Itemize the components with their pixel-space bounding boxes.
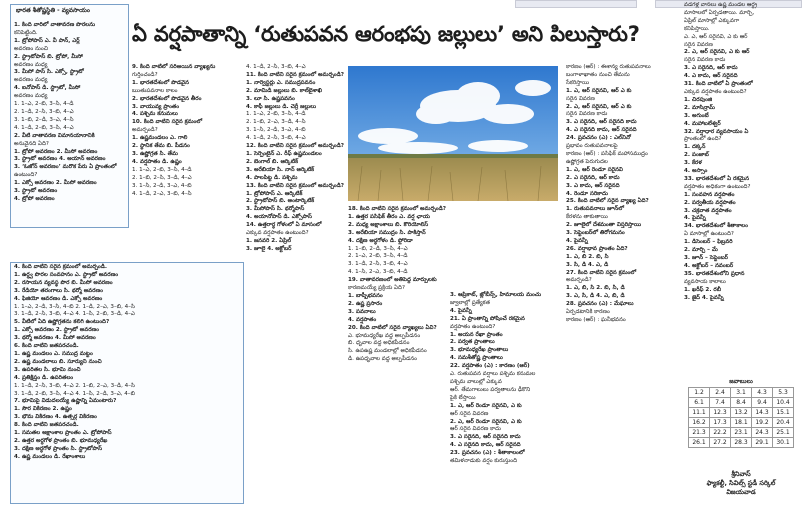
question-line: ఎక్కువ వర్షపాతం ఉంటుంది? <box>246 230 309 237</box>
question-line: 2. పర్వత ప్రాంతాలు <box>450 339 495 346</box>
question-line: 4. 1–డి, 2–బి, 3–సి, 4–ఎ <box>14 124 74 131</box>
question-line: 1. ట్రోపోపాస్ ఎ. ఆర్కిటిక్ <box>246 190 303 197</box>
question-line: 3. దక్షిణ అర్ధగోళ ప్రాంతం సి. స్ట్రాటోపాస్ <box>14 445 103 452</box>
question-line: 1. సమతల అక్షాంశాల ప్రాంతం ఎ. ట్రోపోపాస్ <box>14 430 112 437</box>
question-line: 21. ఏ ప్రాంతాన్ని పోషించే రకమైన <box>450 315 525 322</box>
answer-cell: 25.1 <box>773 428 794 438</box>
question-line: 4. 1–డి, 2–ఎ, 3–బి, 4–సి <box>132 190 192 197</box>
question-line: 3. పవనాలు <box>348 308 376 315</box>
question-line: 1. 1–ఎ, 2–బి, 3–సి, 4–డి <box>14 101 74 108</box>
question-line: 3. సి, డి 4. ఎ, డి <box>566 261 609 268</box>
question-line: ఎక్కువ వర్షపాతం ఉంటుంది? <box>684 88 747 95</box>
question-line: పశ్చిమ వాలుల్లో ఎక్కువ <box>450 378 502 385</box>
sky-field-image <box>348 66 558 201</box>
question-line: 4. కాఫీ జల్లులు డి. చెర్రీ జల్లులు <box>246 103 317 110</box>
question-line: 2. 1–డి, 2–సి, 3–బి, 4–ఎ <box>14 108 74 115</box>
question-line: 1. ఉర్ధ్వ పొరల సంవహనం ఎ. స్ట్రాటో అవరణం <box>14 271 119 278</box>
question-line: 2. 1–బి, 2–సి, 3–డి, 4–ఎ <box>132 174 192 181</box>
question-line: 4. వర్షపాతం డి. ఉష్ణం <box>132 158 182 165</box>
question-line: 3. ఉష్ణోగ్రత సి. తేమ <box>132 150 178 157</box>
answer-row <box>689 438 794 448</box>
question-line: 6. కింది వాటిని జతపరచండి. <box>14 343 79 350</box>
question-line: సేకరిస్తాయి <box>566 79 590 86</box>
answer-cell: 28.3 <box>731 438 752 448</box>
answer-cell: 1.2 <box>689 388 710 398</box>
question-line: ఆర్ సరైన వివరణ <box>450 410 489 417</box>
question-line: 4. ఎ సరైనది కాదు, ఆర్ సరైనది <box>566 127 637 134</box>
question-line: 2. ఎ, ఆర్ సరైనవి, ఎ కు ఆర్ <box>684 49 750 56</box>
question-line: 4. అస్సాం <box>684 168 708 175</box>
question-line: 3. 1–డి, 2–సి, 3–బి, 4–ఎ <box>348 261 408 268</box>
question-line: 4. ఎ సరైనది కాదు, ఆర్ సరైనది <box>450 442 521 449</box>
question-line: 4. అయానోపాస్ డి. ఎక్సోపాస్ <box>246 214 312 221</box>
question-line: అవరణం మధ్య <box>14 93 48 100</box>
question-line: ఆర్. తేమగాలులు పర్వతాలను ఢీకొని <box>450 386 531 393</box>
question-line: 4. ఐనోపాస్ డి. స్ట్రాటో, మీసో <box>14 85 81 92</box>
question-line: 3. అరేబియా సముద్రం సి. పాకిస్తాన్ <box>348 229 426 236</box>
question-line: 1. నార్వెస్టర్లు ఎ. సముద్రపవనం <box>246 79 316 86</box>
author-city: విజయవాడ <box>726 488 756 496</box>
question-line: 3. భౌమ వికిరణం 4. ఉత్సర్గ వికిరణం <box>14 414 97 421</box>
question-line: ఎ. రుతుపవన వర్షాలు పశ్చిమ కనుమల <box>450 371 536 378</box>
question-line: 3. అగుంబే <box>684 112 709 119</box>
question-line: 2. మాసిన్రామ్ <box>684 104 715 111</box>
question-line: 1. చిరపుంజి <box>684 96 713 103</box>
question-line: ఏర్పడటానికి కారణం <box>566 309 610 316</box>
question-line: ఎ. ఎ, ఆర్ సరైనవి, ఎ కు ఆర్ <box>684 33 748 40</box>
question-line: 4. పశ్చిమ కనుమలు <box>132 111 178 118</box>
question-line: 13. కింది వాటిని సరైన క్రమంలో అమర్చండి? <box>246 182 344 189</box>
question-line: 35. భారతదేశంలోని ప్రధాన <box>684 270 745 277</box>
question-line: 1. డిసెంబర్ – ఫిబ్రవరి <box>684 239 733 246</box>
top-tab-left <box>515 0 637 8</box>
section-heading: భారత శీతోష్ణస్థితి - వ్యవసాయం <box>16 7 90 14</box>
question-line: ఎ. భూమధ్యరేఖ వద్ద అల్పపీడనం <box>348 332 421 339</box>
question-line: 3. భూమధ్యరేఖ ప్రాంతాలు <box>450 347 509 354</box>
question-line: 3. ఎ కాదు, ఆర్ సరైనది <box>566 182 620 189</box>
question-line: 1. సంవహన వర్షపాతం <box>684 191 735 198</box>
question-line: 2. బెంగాల్ బి. ఆర్కిటిక్ <box>246 158 299 165</box>
question-line: 4. 1–సి, 2–ఎ, 3–బి, 4–డి <box>348 269 408 276</box>
question-line: 3. స్ట్రాటో అవరణం 4. అయాన్ అవరణం <box>14 156 106 163</box>
answer-cell: 20.4 <box>773 418 794 428</box>
question-line: తమిళనాడుకు వర్షం కురుస్తుంది <box>450 458 518 465</box>
question-line: 10. కింది వాటిని సరైన క్రమంలో <box>132 119 203 126</box>
question-line: 4. పైవన్నీ <box>566 237 588 244</box>
answer-cell: 11.1 <box>689 408 710 418</box>
question-line: 1. 1–బి, 2–డి, 3–సి, 4–ఎ <box>348 245 408 252</box>
question-line: 2. ఉష్ణ ప్రసారం <box>348 300 383 307</box>
author-designation: ఫ్యాకల్టీ, సివిల్స్ స్టడీ సర్కిల్ <box>706 479 776 487</box>
question-line: 2. మామిడి జల్లులు బి. కాల్‌బైశాఖి <box>246 87 323 94</box>
question-line: సరైన వివరణ <box>684 41 713 48</box>
answer-cell: 7.4 <box>710 398 731 408</box>
question-line: 4. ఫిజియో ఆవరణం డి. ఎక్సో అవరణం <box>14 295 103 302</box>
question-line: 3. 1–బి, 2–డి, 3–ఎ, 4–సి <box>14 116 74 123</box>
answer-row <box>689 398 794 408</box>
question-line: 2. ఎ, ఆర్ సరైనవి, ఆర్ ఎ కు <box>566 103 632 110</box>
answer-cell: 3.1 <box>731 388 752 398</box>
question-line: 31. కింది వాటిలో ఏ ప్రాంతంలో <box>684 81 753 88</box>
question-line: 3. 1–డి, 2–సి, 3–బి, 4–ఎ 4. 1–సి, 2–బి, 3–డి, 4–ఎ <box>14 311 135 318</box>
question-line: వర్షపాతం అధికంగా ఉంటుంది? <box>684 183 751 190</box>
question-line: 3. ఎ సరైనది, ఆర్ కాదు <box>684 65 738 72</box>
answer-cell: 23.1 <box>731 428 752 438</box>
question-line: కనిపెట్టింది. <box>14 29 38 36</box>
question-line: 4. సమశీతోష్ణ ప్రాంతాలు <box>450 355 503 362</box>
question-line: 3. లూ సి. ఉష్ణపవనం <box>246 95 295 102</box>
question-line: కారణం (ఆర్) : ఘనీభవనం <box>566 317 626 323</box>
question-line: 2. స్ట్రాటోపాస్ బి. ట్రోపో, మీసో <box>14 53 83 60</box>
question-line: 3. ఎ సరైనది, ఆర్ సరైనది కాదు <box>450 434 521 441</box>
answer-cell: 6.1 <box>689 398 710 408</box>
question-line: ఏప్రిల్ మాసాల్లో ఎక్కువగా <box>684 17 740 24</box>
question-line: 3. ఉపరితల సి. భూమి నుంచి <box>14 366 81 373</box>
question-line: ప్రభావం రుతుపవనాలపై <box>566 143 618 150</box>
question-line: 1. 1–ఎ, 2–డి, 3–సి, 4–బి 2. 1–డి, 2–ఎ, 3–బి, 4–సి <box>14 303 135 310</box>
question-line: 1. కింది వారిలో వాతావరణ పొరలను <box>14 22 96 28</box>
question-line: 1. సౌర వికిరణం 2. ఉష్ణం <box>14 406 72 413</box>
question-line: సరైన వివరణ కాదు <box>566 111 608 118</box>
question-line: 2. ఎ సరైనది, ఆర్ కాదు <box>566 174 620 181</box>
question-line: 4. మహాబలేశ్వర్ <box>684 120 721 127</box>
question-line: 2. స్థానిక తేమ బి. పీడనం <box>132 143 190 150</box>
question-line: 1. 1–ఎ, 2–బి, 3–సి, 4–డి <box>246 111 306 118</box>
question-line: 2. పంజాబ్ <box>684 152 709 159</box>
answer-cell: 24.3 <box>752 428 773 438</box>
question-line: పైకి లేస్తాయి <box>450 394 476 401</box>
answer-row <box>689 388 794 398</box>
question-line: 2. 1–ఎ, 2–బి, 3–సి, 4–డి <box>348 253 408 260</box>
question-line: అవరణం మధ్య <box>14 61 48 68</box>
question-line: 22. వర్షపాతం (ఎ) : కారణం (ఆర్) <box>450 363 530 370</box>
question-line: కారణమయ్యే ప్రక్రియ ఏది? <box>348 285 405 292</box>
question-line: 4. పైవన్నీ <box>684 215 706 222</box>
question-line: 34. భారతదేశంలో శీతాకాలం <box>684 223 748 230</box>
answer-cell: 30.1 <box>773 438 794 448</box>
question-line: 27. కింది వాటిని సరైన క్రమంలో <box>566 269 637 276</box>
question-line: 28. ప్రవచనం (ఎ) : మేఘాలు <box>566 301 634 308</box>
question-line: సరైన వివరణ <box>566 95 595 102</box>
question-line: 4. 1–డి, 2–సి, 3–బి, 4–ఎ <box>246 64 306 70</box>
question-line: 2. ఉత్తర అర్ధగోళ ప్రాంతం బి. భూమధ్యరేఖ <box>14 437 108 444</box>
question-line: ఉంటుంది? <box>14 172 38 179</box>
question-line: ఋతుపవనాల కాలం <box>132 87 178 94</box>
question-line: 4. కింది వాటిని సరైన క్రమంలో అమర్చండి. <box>14 264 107 270</box>
answer-cell: 17.3 <box>710 418 731 428</box>
question-line: సి. ఉపఉష్ణ మండలాల్లో అధికపీడనం <box>348 348 427 355</box>
question-line: 32. వర్షాధార వ్యవసాయం ఏ <box>684 128 749 135</box>
question-line: బి. ధృవాల వద్ద అధికపీడనం <box>348 340 410 347</box>
question-line: 2. మధ్య అక్షాంశాలు బి. కొరియోలిస్ <box>348 221 429 228</box>
question-line: 1. ఎక్సో అవరణం 2. స్ట్రాటో అవరణం <box>14 327 100 334</box>
question-line: అనువైనది ఏది? <box>14 140 49 147</box>
question-line: 33. భారతదేశంలో ఏ రకమైన <box>684 175 750 182</box>
question-line: అమర్చండి? <box>566 277 592 284</box>
question-line: ఆర్ సరైన వివరణ కాదు <box>450 426 501 433</box>
question-line: 1. ఎక్సో అవరణం 2. మీసో అవరణం <box>14 180 97 187</box>
answer-cell: 29.1 <box>752 438 773 448</box>
question-line: 2. భారతదేశంలో పొడవైన తీరం <box>132 95 202 102</box>
question-line: 4. ప్రతిక్షిప్తం డి. ఉపరితలం <box>14 374 74 381</box>
question-line: 2. మార్చి – మే <box>684 247 718 254</box>
question-line: 4. ట్రోపో అవరణం <box>14 195 55 202</box>
answer-grid <box>688 387 794 448</box>
question-line: 5. వీటిలో ఏది ఉష్ణోగ్రతను కలిగి ఉంటుంది? <box>14 319 110 326</box>
column-5 <box>450 292 560 502</box>
question-line: 25. కింది వాటిలో సరైన వ్యాఖ్య ఏది? <box>566 198 649 205</box>
question-line: 4. 1–డి, 2–సి, 3–బి, 4–ఎ <box>246 135 306 142</box>
question-line: 4. ఎ కాదు, ఆర్ సరైనది <box>684 73 738 80</box>
answer-cell: 27.2 <box>710 438 731 448</box>
answer-cell: 9.4 <box>752 398 773 408</box>
question-line: వర్షపాతం ఉంటుంది? <box>450 323 496 330</box>
question-line: 4. దక్షిణ అర్ధగోళం డి. ఫ్లోరిడా <box>348 237 413 244</box>
question-line: ఏ మాసాల్లో ఉంటుంది? <box>684 231 734 238</box>
question-line: 3. 1–సి, 2–డి, 3–ఎ, 4–బి <box>132 182 192 189</box>
question-line: 3. రేడియో తరంగాలు సి. థర్మో అవరణం <box>14 287 103 294</box>
question-line: కనిపిస్తాయి. <box>684 25 710 32</box>
answer-cell: 14.3 <box>752 408 773 418</box>
question-line: కారణం (ఆర్) : పసిఫిక్ మహాసముద్రం <box>566 150 648 157</box>
question-line: 1. ఉష్ణ మండలం ఎ. సముద్ర మట్టం <box>14 350 93 357</box>
answer-row <box>689 428 794 438</box>
question-line: 2. ఉష్ణ మండలాలు బి. సూర్యుని నుంచి <box>14 358 102 365</box>
answer-cell: 26.1 <box>689 438 710 448</box>
answer-cell: 8.4 <box>731 398 752 408</box>
question-line: ప్రాంతంలో ఉంది? <box>684 136 722 143</box>
question-line: 1. ఎ, ఆర్ రెండూ సరైనవి, ఎ కు <box>450 402 522 409</box>
answer-cell: 12.3 <box>710 408 731 418</box>
question-line: 1. రుతుపవనాలు జూన్‌లో <box>566 206 624 213</box>
question-line: 1. ఉష్ణమండలం ఎ. గాలి <box>132 135 188 142</box>
question-line: 3. జూన్ – సెప్టెంబర్ <box>684 255 728 261</box>
column-2 <box>132 64 242 224</box>
question-line: కారణం (ఆర్) : ఈశాన్య రుతుపవనాలు <box>566 64 651 70</box>
question-line: 3. కేరళ <box>684 160 702 167</box>
question-line: మాసాలలో ఏర్పడతాయి. మార్చి, <box>684 9 755 16</box>
question-line: 2. పర్వతీయ వర్షపాతం <box>684 199 736 206</box>
answer-cell: 10.4 <box>773 398 794 408</box>
question-line: 19. వాతావరణంలో అతిపెద్ద మార్పులకు <box>348 277 437 284</box>
answer-table <box>688 378 794 448</box>
question-line: 4. వర్షపాతం <box>348 316 377 323</box>
question-line: ఉష్ణోగ్రత పెరుగుదల <box>566 158 608 165</box>
question-line: 1. ఎ, బి 2. బి, సి <box>566 253 609 260</box>
question-line: 3. ఎ, సి, డి 4. ఎ, బి, డి <box>566 293 625 300</box>
answer-cell: 13.2 <box>731 408 752 418</box>
answer-cell: 2.4 <box>710 388 731 398</box>
answer-cell: 16.2 <box>689 418 710 428</box>
question-line: 2. ఎ, ఆర్ రెండూ సరైనవి, ఎ కు <box>450 418 522 425</box>
question-line: 3. ఆప్రికాట్, జ్లోబీన్స్, హిమాలయ మంచు <box>450 292 542 298</box>
question-line: 1. అయన రేఖా ప్రాంతం <box>450 331 503 338</box>
question-line: 4. పాలపిట్ట డి. పశ్చిమ <box>246 174 298 181</box>
question-line: 3. జైద్ 4. పైవన్నీ <box>684 294 724 301</box>
question-line: 1. భారతదేశంలో పొడవైన <box>132 79 189 86</box>
column-1b <box>14 264 240 500</box>
question-line: 1. దక్కన్ <box>684 144 706 151</box>
question-line: 1. 1–ఎ, 2–బి, 3–సి, 4–డి <box>132 166 192 173</box>
question-line: 3. చక్రవాత వర్షపాతం <box>684 207 732 214</box>
column-6 <box>566 64 678 504</box>
question-line: 2. జూలైలో దేశమంతా విస్తరిస్తాయి <box>566 222 642 229</box>
question-line: 20. కింది వాటిలో సరైన వ్యాఖ్యలు ఏవి? <box>348 324 437 331</box>
question-line: వడగళ్ల వానలు ఉష్ణ మండల ఆర్ధ్ర <box>684 2 758 8</box>
question-line: 3. ఎ సరైనది, ఆర్ సరైనది కాదు <box>566 119 637 126</box>
question-line: 14. ఉత్తరార్ధ గోళంలో ఏ మాసంలో <box>246 222 322 229</box>
question-line: 3. మీసో పాస్ సి. ఎక్సో, స్ట్రాటో <box>14 69 84 76</box>
question-line: 1. 1–డి, 2–సి, 3–బి, 4–ఎ 2. 1–బి, 2–ఎ, 3–డి, 4–సి <box>14 382 135 389</box>
answer-row <box>689 408 794 418</box>
column-3 <box>246 64 348 304</box>
author-credit <box>688 470 794 497</box>
question-line: 26. వర్షాభావ ప్రాంతం ఏది? <box>566 245 628 252</box>
question-line: 4. రెండూ సరికాదు <box>566 190 608 197</box>
question-line: 1. ఉత్తర పసిఫిక్ తీరం ఎ. వర్ష ఛాయ <box>348 213 430 220</box>
question-line: 2. వీటి వాతావరణ విమానయానానికి <box>14 132 95 139</box>
question-line: 12. కింది వాటిని సరైన క్రమంలో అమర్చండి? <box>246 143 344 150</box>
question-line: 1. సెర్పెంటైన్ ఎ. రీఫ్ ఉష్ణమండలం <box>246 150 322 157</box>
question-line: 3. స్ట్రాటో అవరణం <box>14 188 58 195</box>
question-line: 3. సెప్టెంబర్‌లో తిరోగమనం <box>566 230 625 237</box>
question-line: 2. స్ట్రాటోపాస్ బి. అంటార్కిటిక్ <box>246 198 315 205</box>
question-line: వ్యవసాయ కాలాలు <box>684 278 726 285</box>
answer-row <box>689 418 794 428</box>
question-line: 7. భూమిపై విడుదలయ్యే ఉష్ణాన్ని ఏమంటారు? <box>14 398 117 405</box>
question-line: 3. 1–సి, 2–డి, 3–ఎ, 4–బి <box>246 127 306 134</box>
question-line: అమర్చండి? <box>132 127 158 134</box>
monsoon-photo <box>348 66 558 201</box>
question-line: సరైన వివరణ కాదు <box>684 57 726 64</box>
answer-table-title: జవాబులు <box>729 378 753 385</box>
question-line: కేరళను తాకుతాయి <box>566 214 608 221</box>
answer-cell: 5.3 <box>773 388 794 398</box>
question-line: 2. 1–బి, 2–ఎ, 3–డి, 4–సి <box>246 119 306 126</box>
answer-cell: 19.2 <box>752 418 773 428</box>
question-line: 23. ప్రవచనం (ఎ) : శీతాకాలంలో <box>450 450 525 457</box>
question-line: 4. అక్టోబర్ – నవంబర్ <box>684 262 734 269</box>
question-line: 3. 1–డి, 2–బి, 3–సి, 4–ఎ 4. 1–సి, 2–డి, 3–ఎ, 4–బి <box>14 390 135 397</box>
question-line: 1. జనవరి 2. ఏప్రిల్ <box>246 237 292 244</box>
question-line: బంగాళాఖాతం నుంచి తేమను <box>566 71 630 78</box>
question-line: 1. ఎ, బి, సి 2. బి, సి, డి <box>566 285 625 292</box>
question-line: 1. ఎ, ఆర్ రెండూ సరైనవి <box>566 166 623 173</box>
question-line: 1. ఎ, ఆర్ సరైనవి, ఆర్ ఎ కు <box>566 87 632 94</box>
question-line: 3. మీసోపాస్ సి. థర్మోపాస్ <box>246 206 305 213</box>
question-line: 1. ట్రోపోపాస్ ఎ. వీ పాన్, ఎర్ల్ <box>14 37 80 44</box>
question-line: 2. రసాయన వ్యవస్థ పొర బి. మీసో అవరణం <box>14 279 113 286</box>
question-line: 3. థర్మో అవరణం 4. మీసో అవరణం <box>14 335 96 342</box>
question-line: 1. బాష్పీభవనం <box>348 292 383 299</box>
question-line: 3. జూలై 4. అక్టోబర్ <box>246 245 292 252</box>
question-line: 11. కింది వాటిని సరైన క్రమంలో అమర్చండి? <box>246 71 344 78</box>
column-7 <box>684 2 798 374</box>
question-line: 1. ట్రోపో అవరణం 2. మీసో అవరణం <box>14 148 98 155</box>
question-line: 24. ప్రవచనం (ఎ) : ఎల్‌నినో <box>566 135 631 142</box>
question-line: 8. కింది వాటిని జతపరచండి. <box>14 422 79 429</box>
question-line: జ్వాలాల్లో ప్రత్యేకత <box>450 299 490 306</box>
question-line: 18. కింది వాటిని సరైన క్రమంలో అమర్చండి? <box>348 206 446 212</box>
author-name: శ్రీనివాస్ <box>731 470 751 478</box>
question-line: అవరణం నుంచి <box>14 45 48 52</box>
question-line: 3. వాయువ్య ప్రాంతం <box>132 103 180 110</box>
answer-cell: 22.2 <box>710 428 731 438</box>
question-line: 3. అరేబియా సి. నాన్ ఆర్కిటిక్ <box>246 166 315 173</box>
question-line: అవరణం మధ్య <box>14 77 48 84</box>
question-line: గుర్తించండి? <box>132 71 158 78</box>
column-1 <box>14 22 126 222</box>
question-line: 9. కింది వాటిలో సరిఅయిన వ్యాఖ్యను <box>132 64 216 70</box>
question-line: 4. ఉష్ణ మండలం డి. రేఖాంశాలు <box>14 453 86 460</box>
answer-cell: 21.3 <box>689 428 710 438</box>
answer-cell: 4.3 <box>752 388 773 398</box>
question-line: 4. పైవన్నీ <box>450 307 472 314</box>
question-line: 1. ఖరీఫ్ 2. రబీ <box>684 286 722 293</box>
question-line: డి. ఉపధృవాల వద్ద అల్పపీడనం <box>348 356 417 363</box>
question-line: 3. ‘ఓజోన్ అవరణం’ మరొక పేరు ఏ ప్రాంతంలో <box>14 164 117 171</box>
column-3b <box>246 306 448 502</box>
page-title: ఏ వర్షపాతాన్ని ‘రుతుపవన ఆరంభపు జల్లులు’ అని పిలుస్తారు? <box>132 22 640 46</box>
answer-cell: 18.1 <box>731 418 752 428</box>
answer-cell: 15.1 <box>773 408 794 418</box>
